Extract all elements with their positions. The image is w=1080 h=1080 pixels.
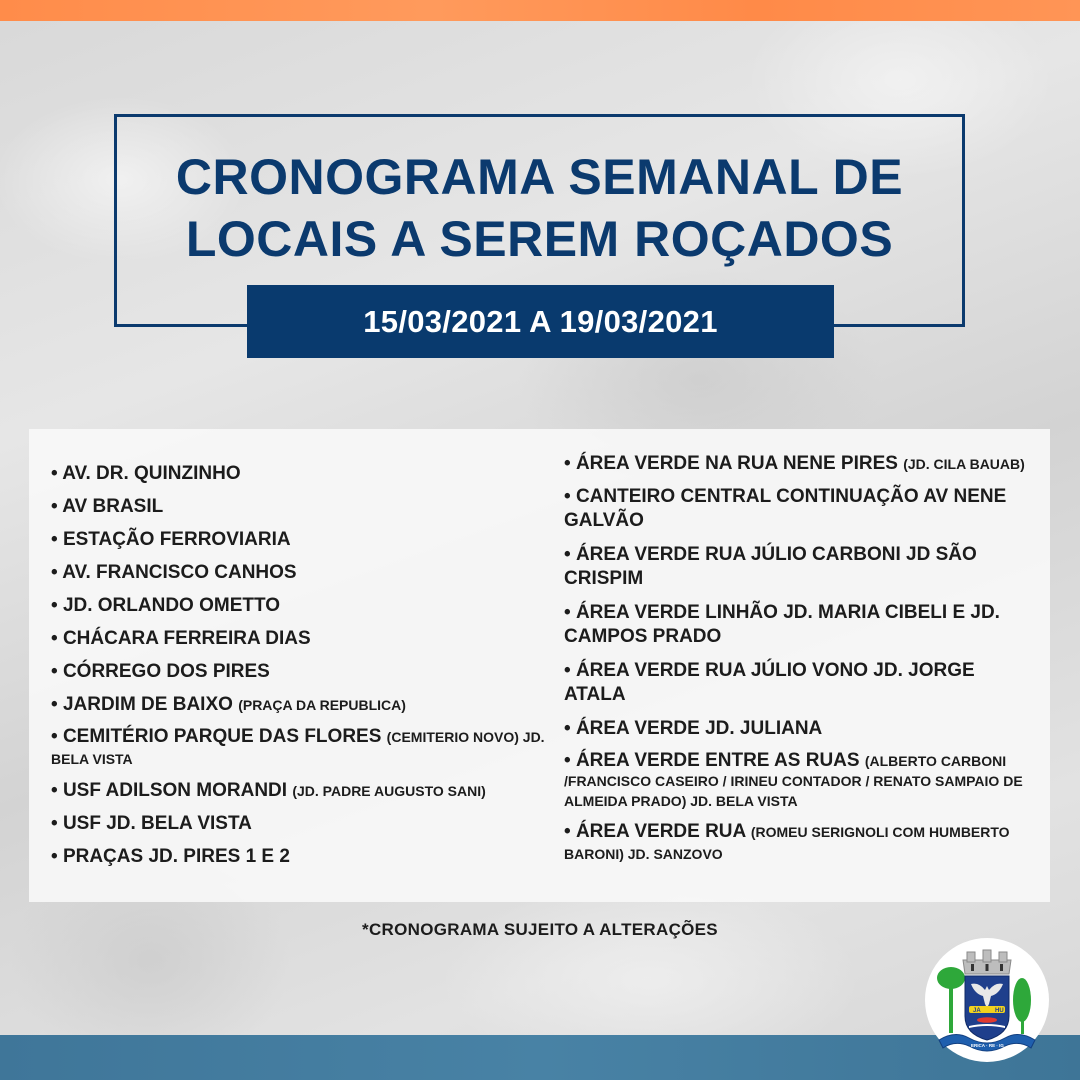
list-item: • AV BRASIL: [51, 496, 164, 517]
list-item: • CÓRREGO DOS PIRES: [51, 661, 270, 682]
title-line-1: CRONOGRAMA SEMANAL DE: [175, 149, 904, 205]
svg-text:ERICA · RE · IG: ERICA · RE · IG: [971, 1043, 1004, 1048]
svg-text:HU: HU: [995, 1008, 1004, 1014]
list-item: • AV. DR. QUINZINHO: [51, 463, 241, 484]
list-item: • USF ADILSON MORANDI (JD. PADRE AUGUSTO SANI): [51, 780, 486, 801]
locations-panel: [29, 429, 1050, 902]
svg-text:JA: JA: [973, 1008, 981, 1014]
date-range: 15/03/2021 A 19/03/2021: [363, 303, 718, 339]
list-item: • JARDIM DE BAIXO (PRAÇA DA REPUBLICA): [51, 694, 406, 715]
title-line-2: LOCAIS A SEREM ROÇADOS: [185, 211, 894, 267]
list-item: • PRAÇAS JD. PIRES 1 E 2: [51, 846, 290, 867]
date-range-banner: [247, 285, 834, 358]
list-item: • ÁREA VERDE NA RUA NENE PIRES (JD. CILA BAUAB): [564, 453, 1025, 474]
list-item: • JD. ORLANDO OMETTO: [51, 595, 281, 616]
bottom-accent-bar: [0, 1035, 1080, 1080]
list-item-detail: (ALBERTO CARBONI /FRANCISCO CASEIRO / IRINEU CONTADOR / RENATO SAMPAIO DE ALMEIDA PRADO) JD. BELA VISTA: [564, 753, 1023, 809]
page-title: [114, 146, 965, 270]
list-item: • CANTEIRO CENTRAL CONTINUAÇÃO AV NENE GALVÃO: [564, 486, 1007, 531]
list-item-detail: (JD. CILA BAUAB): [903, 456, 1025, 472]
disclaimer-note: *CRONOGRAMA SUJEITO A ALTERAÇÕES: [362, 920, 718, 939]
list-item: • ÁREA VERDE RUA JÚLIO VONO JD. JORGE ATALA: [564, 660, 975, 705]
list-item-detail: (ROMEU SERIGNOLI COM HUMBERTO BARONI) JD. SANZOVO: [564, 824, 1010, 862]
list-item: • CHÁCARA FERREIRA DIAS: [51, 628, 311, 649]
list-item: • ÁREA VERDE RUA (ROMEU SERIGNOLI COM HUMBERTO BARONI) JD. SANZOVO: [564, 821, 1010, 862]
list-item: • ÁREA VERDE LINHÃO JD. MARIA CIBELI E JD. CAMPOS PRADO: [564, 602, 1000, 647]
list-item: • AV. FRANCISCO CANHOS: [51, 562, 297, 583]
coat-of-arms-graphic: [925, 938, 1049, 1062]
list-item: • ÁREA VERDE JD. JULIANA: [564, 718, 823, 739]
list-item-detail: (JD. PADRE AUGUSTO SANI): [292, 783, 486, 799]
list-item: • CEMITÉRIO PARQUE DAS FLORES (CEMITERIO NOVO) JD. BELA VISTA: [51, 726, 545, 767]
municipal-coat-of-arms-icon: [925, 938, 1049, 1062]
top-accent-bar: [0, 0, 1080, 21]
locations-list-right: [564, 453, 1034, 875]
list-item: • ESTAÇÃO FERROVIARIA: [51, 529, 291, 550]
list-item-detail: (CEMITERIO NOVO) JD. BELA VISTA: [51, 729, 545, 767]
list-item: • USF JD. BELA VISTA: [51, 813, 252, 834]
list-item: • ÁREA VERDE RUA JÚLIO CARBONI JD SÃO CRISPIM: [564, 544, 977, 589]
locations-list-left: [51, 462, 551, 878]
list-item-detail: (PRAÇA DA REPUBLICA): [238, 697, 406, 713]
list-item: • ÁREA VERDE ENTRE AS RUAS (ALBERTO CARBONI /FRANCISCO CASEIRO / IRINEU CONTADOR / RENATO SAMPAIO DE ALMEIDA PRADO) JD. BELA VISTA: [564, 750, 1023, 809]
